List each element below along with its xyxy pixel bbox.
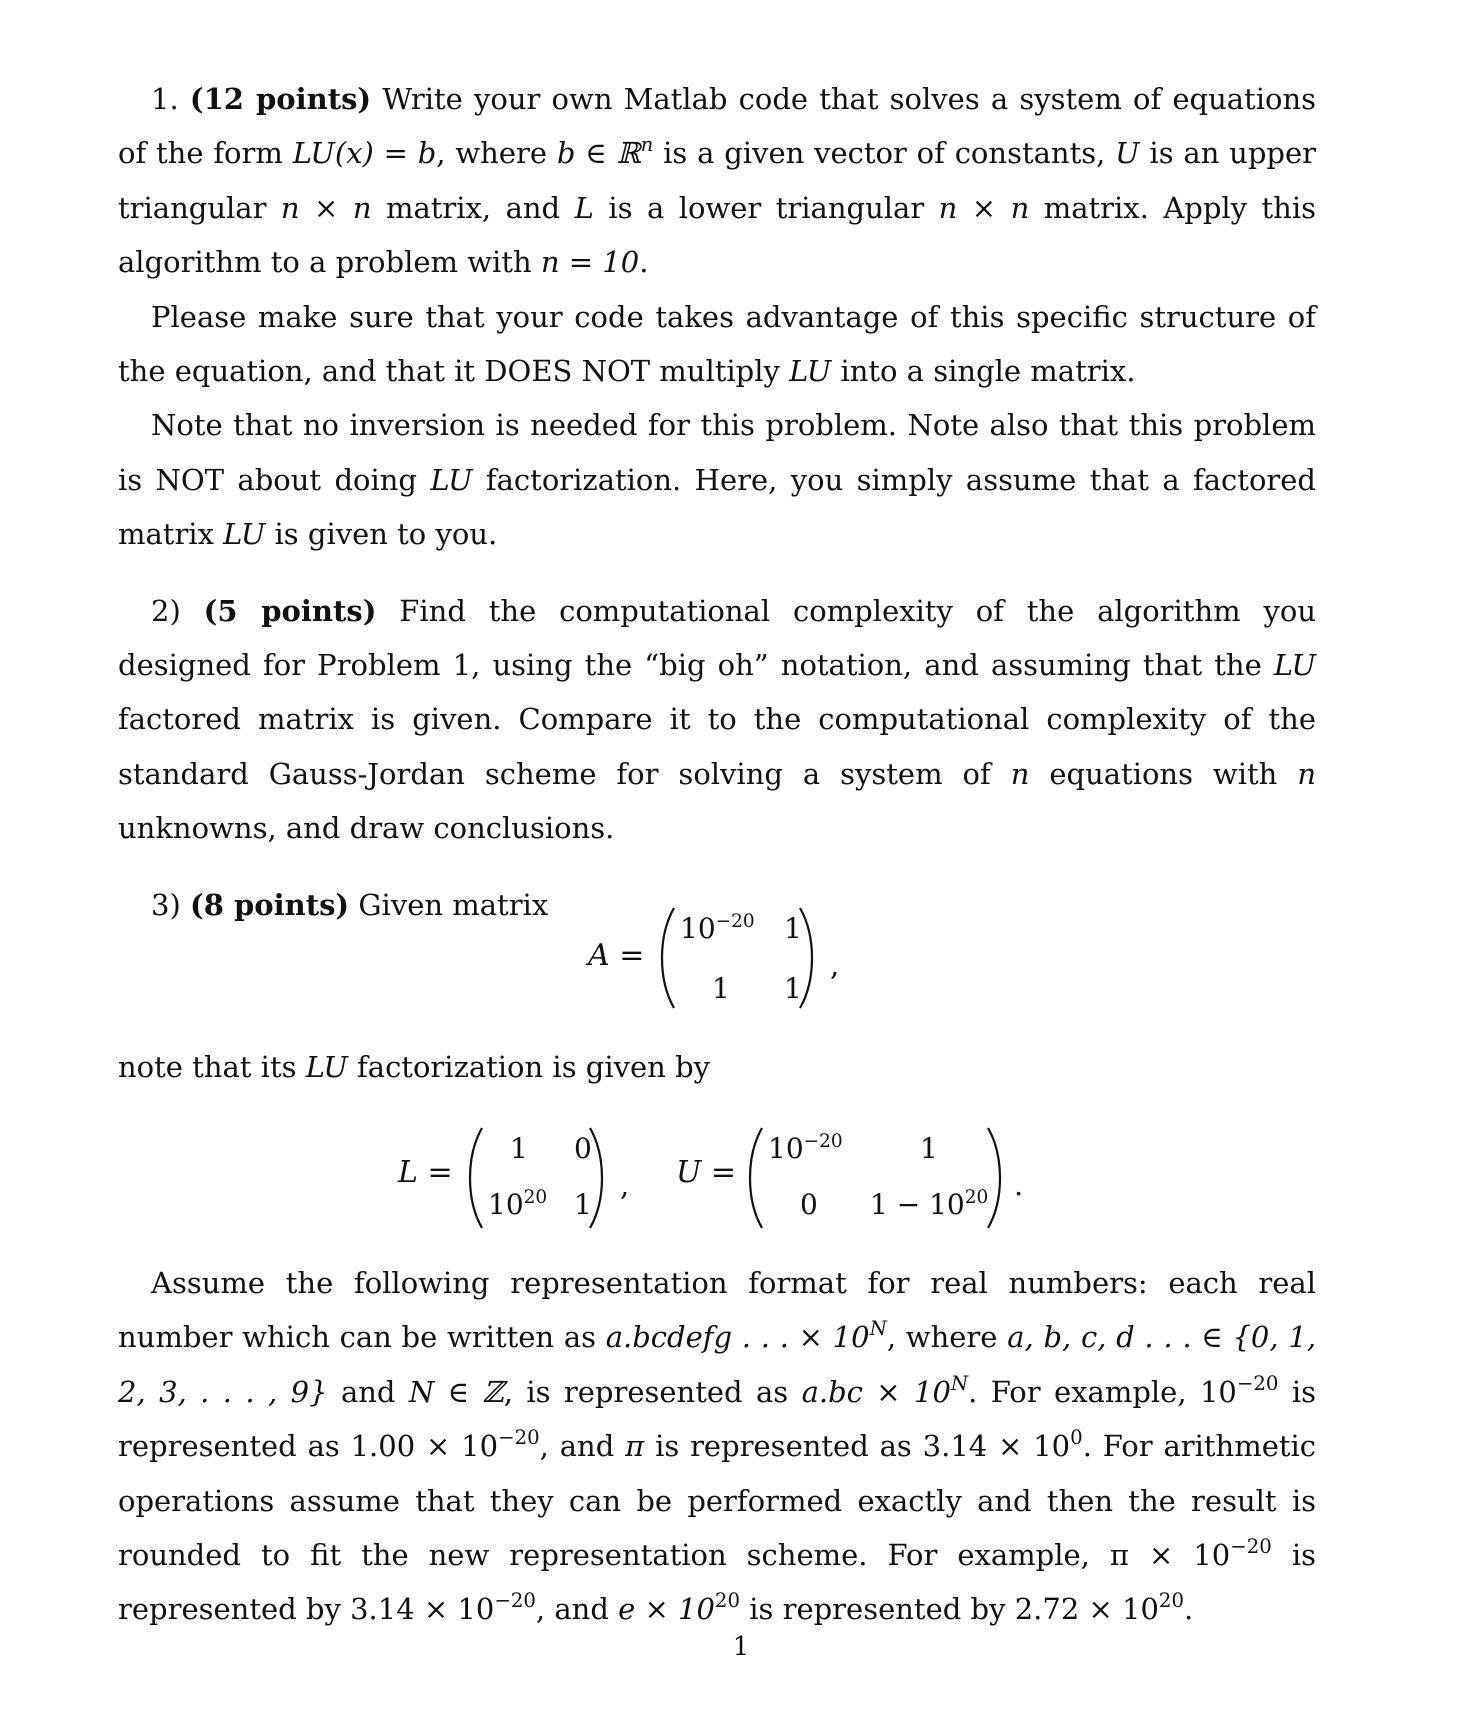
matrix-l-left-paren	[462, 1126, 486, 1230]
problem-3-heading: 3) (8 points) Given matrix	[151, 887, 549, 922]
problem-1-points: (12 points)	[189, 82, 372, 116]
problem-1-number: 1.	[151, 82, 179, 116]
matrix-u-left-paren	[742, 1126, 766, 1230]
matrix-u-u22: $1 - 10^{20}$	[870, 1186, 989, 1221]
matrix-l-l11: 1	[510, 1132, 528, 1165]
matrix-a-label: A =	[588, 938, 645, 973]
document-page	[118, 72, 1316, 932]
problem-1-paragraph-2: Please make sure that your code takes advantage of this specific structure of the equation, and that it DOES NOT multiply LU into a single matrix.	[118, 299, 1316, 389]
matrix-a-a11: $10^{-20}$	[680, 910, 755, 945]
matrix-a-a22: 1	[784, 972, 802, 1005]
matrix-u-label: U =	[676, 1155, 736, 1190]
problem-2-points: (5 points)	[203, 593, 377, 628]
problem-2-paragraph: 2) (5 points) Find the computational complexity of the algorithm you designed for Problem 1, using the “big oh” notation, and assuming that the LU factored matrix is given. Compare it to the computational complexity of the standard Gauss-Jordan scheme for solving a system of n equations with n unknowns, and draw conclusions.	[118, 593, 1317, 846]
representation-section	[118, 1256, 1316, 1637]
problem-1-paragraph: 1. (12 points) Write your own Matlab code that solves a system of equations of the form LU(x) = b, where b ∈ ℝ$^n$ is a given vector of constants, U is an upper triangular n × n matrix, and L is a lower triangular n × n matrix. Apply this algorithm to a problem with n = 10.	[118, 82, 1317, 280]
page-number: 1	[732, 1632, 750, 1662]
matrix-u-u21: 0	[800, 1188, 818, 1221]
matrix-u-right-paren	[984, 1126, 1008, 1230]
matrix-a-a21: 1	[712, 972, 730, 1005]
matrix-l-l22: 1	[574, 1188, 592, 1221]
matrix-a-a12: 1	[784, 912, 802, 945]
matrix-a-left-paren	[654, 906, 678, 1010]
matrix-l-l12: 0	[574, 1132, 592, 1165]
problem-3-points: (8 points)	[189, 887, 350, 922]
problem-3-number: 3)	[151, 887, 181, 922]
matrix-u-u12: 1	[920, 1132, 938, 1165]
problem-2-number: 2)	[151, 593, 181, 628]
matrix-l-l21: $10^{20}$	[488, 1186, 548, 1221]
problem-1-paragraph-3: Note that no inversion is needed for this problem. Note also that this problem is NOT about doing LU factorization. Here, you simply assume that a factored matrix LU is given to you.	[118, 408, 1316, 552]
matrix-a-right-paren	[796, 906, 820, 1010]
matrix-u-u11: $10^{-20}$	[768, 1130, 843, 1165]
matrix-l-right-paren	[586, 1126, 610, 1230]
representation-paragraph: Assume the following representation format for real numbers: each real number which can be written as a.bcdefg . . . × $10^N$, where a, b, c, d . . . ∈ {0, 1, 2, 3, . . . , 9} and N ∈ ℤ, is represented as $a.bc \times 10^N$. For example, $10^{-20}$ is represented as $1.00 \times 10^{-20}$, and π is represented as $3.14 \times 10^0$. For arithmetic operations assume that they can be performed exactly and then the result is rounded to fit the new representation scheme. For example, $\pi \times 10^{-20}$ is represented by $3.14 \times 10^{-20}$, and $e \times 10^{20}$ is represented by $2.72 \times 10^{20}$.	[118, 1266, 1317, 1627]
equation-lu-x-b: LU(x) = b	[292, 136, 437, 171]
matrix-l-label: L =	[398, 1155, 453, 1190]
lu-note: note that its LU factorization is given by	[118, 1050, 711, 1084]
